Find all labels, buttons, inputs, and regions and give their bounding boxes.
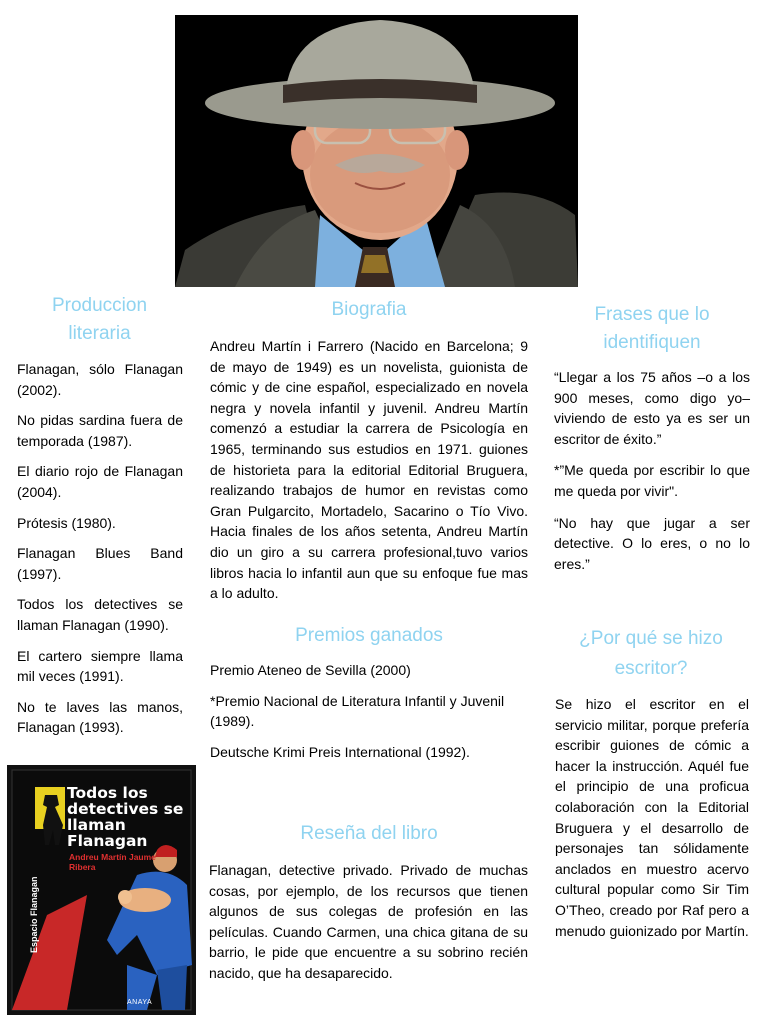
- book-cover: [7, 765, 196, 1015]
- cover-authors: Andreu Martín Jaume Ribera: [69, 852, 156, 872]
- frase-item: “No hay que jugar a ser detective. O lo eres, o no lo eres.”: [554, 514, 750, 572]
- frases-list: [554, 367, 750, 585]
- premios-heading: Premios ganados: [295, 625, 443, 646]
- resena-text: Flanagan, detective privado. Privado de muchas cosas, por ejemplo, de los recursos que tienen algunos de sus colegas de profesión en las películas. Cuando Carmen, una chica gitana de su barrio, le pide que encuentre a su sobrino recién nacido, que ha desaparecido.: [209, 862, 528, 981]
- frases-heading: Frases que lo identifiquen: [594, 304, 710, 353]
- author-photo-illustration: [175, 15, 578, 287]
- produccion-item: No te laves las manos, Flanagan (1993).: [17, 698, 183, 736]
- produccion-heading: Produccion literaria: [51, 295, 148, 344]
- frase-item: “Llegar a los 75 años –o a los 900 meses, como digo yo– viviendo de esto ya es ser un escritor de éxito.”: [554, 369, 750, 447]
- produccion-item: Todos los detectives se llaman Flanagan (1990).: [17, 596, 183, 633]
- porque-text: Se hizo el escritor en el servicio militar, porque prefería escribir guiones de cómic a hacer la instrucción. Aquél fue el principio de una proficua colaboración con la Editorial Bruguera y el desarrollo de personajes tan sólidamente anclados en muestro acervo cultural popular como Sir Tim O’Theo, creado por Raf pero a menudo guionizado por Martín.: [555, 696, 749, 939]
- resena-heading: Reseña del libro: [300, 823, 438, 844]
- biografia-heading: Biografia: [331, 299, 407, 320]
- produccion-item: El cartero siempre llama mil veces (1991).: [17, 647, 183, 685]
- premios-list: [210, 660, 530, 772]
- premio-item: Premio Ateneo de Sevilla (2000): [210, 662, 411, 678]
- produccion-item: Flanagan, sólo Flanagan (2002).: [17, 361, 183, 398]
- produccion-item: Prótesis (1980).: [17, 514, 116, 531]
- produccion-item: Flanagan Blues Band (1997).: [17, 545, 183, 582]
- cover-series: Espacio Flanagan: [29, 876, 39, 953]
- porque-heading: ¿Por qué se hizo escritor?: [579, 628, 723, 679]
- biografia-text: Andreu Martín i Farrero (Nacido en Barcelona; 9 de mayo de 1949) es un novelista, guionista de cómic y de cine español, especializado en novela negra y novela infantil y juvenil. Andreu Martín comenzó a estudiar la carrera de Psicología en 1965, terminando sus estudios en 1971. guiones de historieta para la editorial Editorial Bruguera, realizando trabajos de humor en revistas como Gran Pulgarcito, Mortadelo, Sacarino o Tío Vivo. Hacia finales de los años setenta, Andreu Martín dio un giro a su carrera profesional,tuvo varios libros hacia lo infantil aun que su enfoque fue mas a lo adulto.: [210, 338, 528, 602]
- author-photo: [175, 15, 578, 287]
- premio-item: Deutsche Krimi Preis International (1992).: [210, 743, 470, 760]
- produccion-item: No pidas sardina fuera de temporada (1987).: [17, 412, 183, 449]
- frase-item: *”Me queda por escribir lo que me queda por vivir".: [554, 462, 750, 499]
- premio-item: *Premio Nacional de Literatura Infantil y Juvenil (1989).: [210, 692, 505, 730]
- produccion-list: [17, 359, 183, 748]
- cover-title: Todos los detectives se llaman Flanagan: [67, 784, 184, 850]
- produccion-item: El diario rojo de Flanagan (2004).: [17, 463, 183, 500]
- cover-publisher: ANAYA: [127, 999, 153, 1006]
